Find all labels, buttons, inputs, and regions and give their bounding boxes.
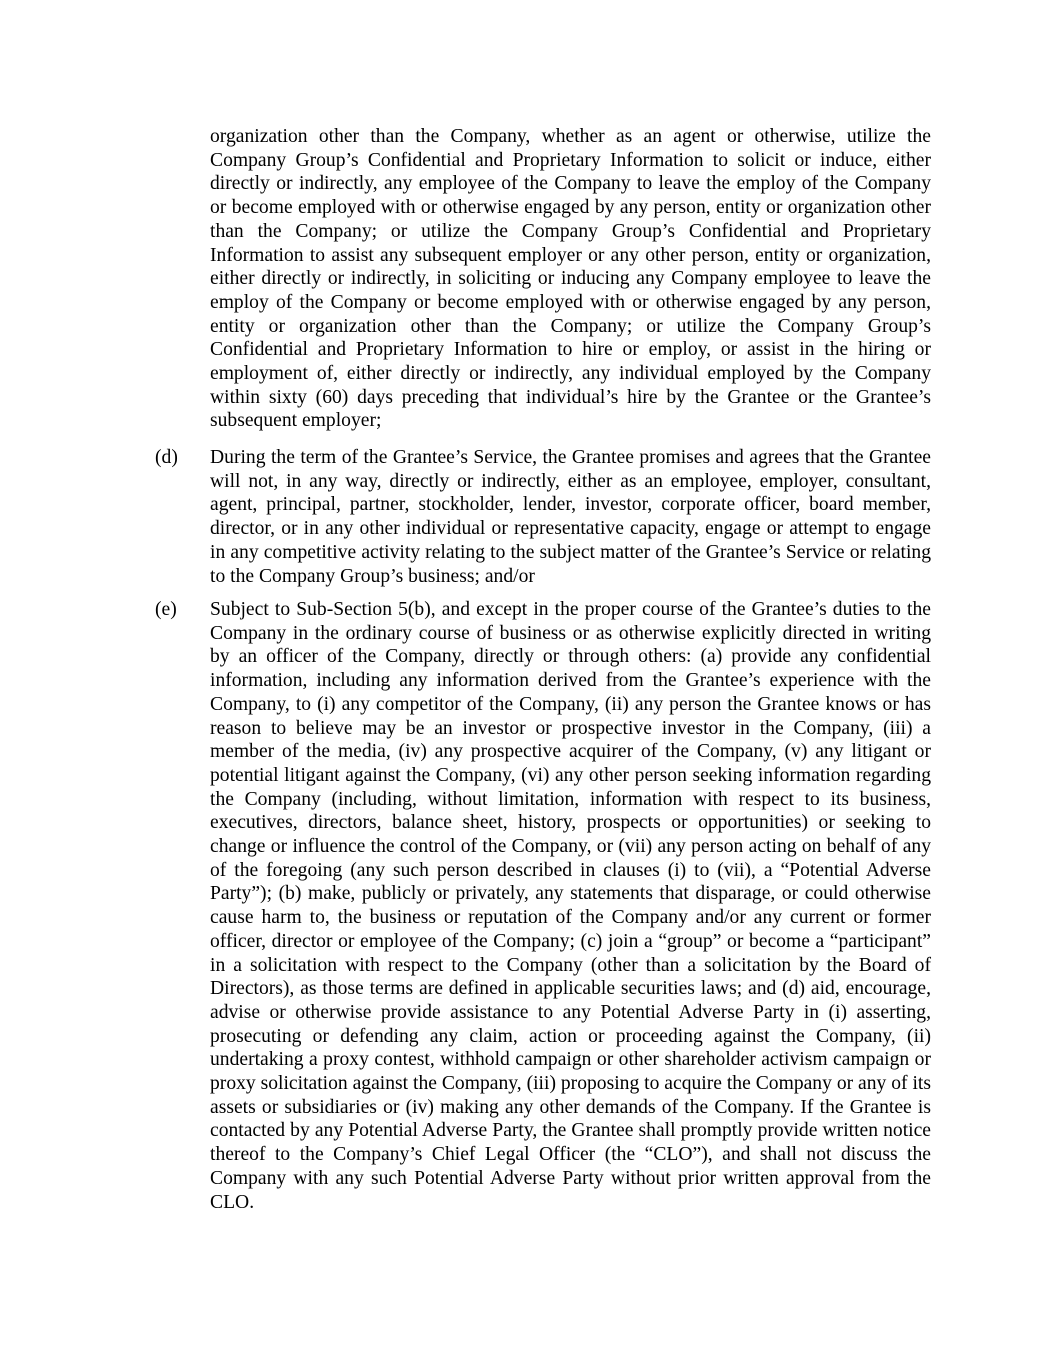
continuation-paragraph: organization other than the Company, whether as an agent or otherwise, utilize the Company Group’s Confidential and Proprietary Information to solicit or induce, either directly or indirectly, any employee of the Company to leave the employ of the Company or become employed with or otherwise engaged by any person, entity or organization other than the Company; or utilize the Company Group’s Confidential and Proprietary Information to assist any subsequent employer or any other person, entity or organization, either directly or indirectly, in soliciting or inducing any Company employee to leave the employ of the Company or become employed with or otherwise engaged by any person, entity or organization other than the Company; or utilize the Company Group’s Confidential and Proprietary Information to hire or employ, or assist in the hiring or employment of, either directly or indirectly, any individual employed by the Company within sixty (60) days preceding that individual’s hire by the Grantee or the Grantee’s subsequent employer;: [210, 126, 931, 432]
item-e-label: (e): [155, 599, 177, 620]
item-e-paragraph: Subject to Sub-Section 5(b), and except in the proper course of the Grantee’s duties to the Company in the ordinary course of business or as otherwise explicitly directed in writing by an officer of the Company, directly or through others: (a) provide any confidential information, including any information derived from the Grantee’s experience with the Company, to (i) any competitor of the Company, (ii) any person the Grantee knows or has reason to believe may be an investor or prospective investor in the Company, (iii) a member of the media, (iv) any prospective acquirer of the Company, (v) any litigant or potential litigant against the Company, (vi) any other person seeking information regarding the Company (including, without limitation, information with respect to its business, executives, directors, balance sheet, history, prospects or opportunities) or seeking to change or influence the control of the Company, or (vii) any person acting on behalf of any of the foregoing (any such person described in clauses (i) to (vii), a “Potential Adverse Party”); (b) make, publicly or privately, any statements that disparage, or could otherwise cause harm to, the business or reputation of the Company and/or any current or former officer, director or employee of the Company; (c) join a “group” or become a “participant” in a solicitation with respect to the Company (other than a solicitation by the Board of Directors), as those terms are defined in applicable securities laws; and (d) aid, encourage, advise or otherwise provide assistance to any Potential Adverse Party in (i) asserting, prosecuting or defending any claim, action or proceeding against the Company, (ii) undertaking a proxy contest, withhold campaign or other shareholder activism campaign or proxy solicitation against the Company, (iii) proposing to acquire the Company or any of its assets or subsidiaries or (iv) making any other demands of the Company. If the Grantee is contacted by any Potential Adverse Party, the Grantee shall promptly provide written notice thereof to the Company’s Chief Legal Officer (the “CLO”), and shall not discuss the Company with any such Potential Adverse Party without prior written approval from the CLO.: [210, 599, 931, 1213]
item-d-paragraph: During the term of the Grantee’s Service, the Grantee promises and agrees that the Grantee will not, in any way, directly or indirectly, either as an employee, employer, consultant, agent, principal, partner, stockholder, lender, investor, corporate officer, board member, director, or in any other individual or representative capacity, engage or attempt to engage in any competitive activity relating to the subject matter of the Grantee’s Service or relating to the Company Group’s business; and/or: [210, 447, 931, 587]
item-d-label: (d): [155, 447, 178, 468]
